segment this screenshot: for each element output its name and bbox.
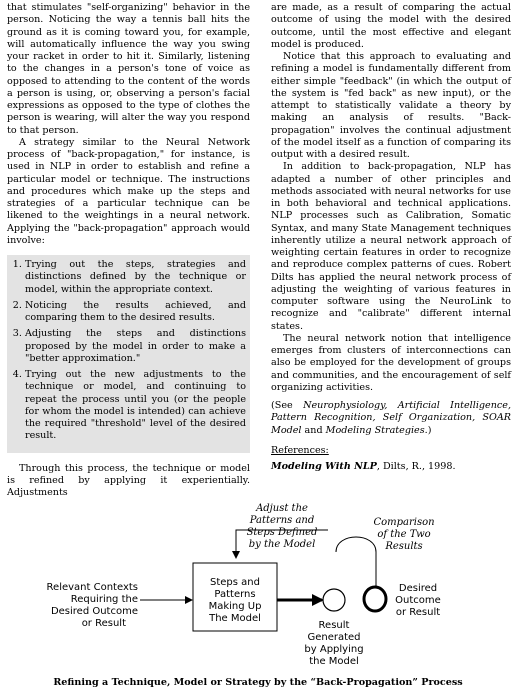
result-label-line-4: the Model [309,656,359,667]
contexts-label [47,582,138,629]
see-also-topics: Neurophysiology, Artificial Intelligence, Pattern Recognition, Self Organization, SOAR Model [271,400,511,436]
back-propagation-diagram [0,490,516,670]
left-paragraph-1: that stimulates "self-organizing" behavior in the person. Noticing the way a tennis ball hits the ground as it is coming toward you, for example, will automatically influence the way you swing your racket in order to hit it. Similarly, listening to the changes in a person's tone of voice as opposed to attending to the content of the words a person is using, or, observing a person's facial expressions as opposed to the type of clothes the person is wearing, will alter the way you respond to that person. [7,2,250,136]
right-paragraph-1: are made, as a result of comparing the actual outcome of using the model with the desired outcome, until the most effective and elegant model is produced. [271,2,511,50]
steps-box [7,255,250,453]
left-column [7,2,250,499]
left-paragraph-2: A strategy similar to the Neural Network process of "back-propagation," for instance, is used in NLP in order to establish and refine a particular model or technique. The instructions and procedures which make up the steps and strategies of a particular technique can be likened to the weightings in a neural network. Applying the "back-propagation" approach would involve: [7,136,250,246]
model-box-label [208,577,261,624]
see-also-suffix: .) [424,424,432,436]
reference-title: Modeling With NLP [271,461,377,472]
right-column [271,2,511,473]
references-label: References: [271,444,329,456]
comparison-label [373,517,434,552]
right-paragraph-3: In addition to back-propagation, NLP has adapted a number of other principles and methods associated with neural networks for use in both behavioral and technical applications. NLP processes such as Calibration, Somatic Syntax, and many State Management techniques inherently utilize a neural network approach of weighting certain features in order to recognize and reproduce complex patterns of cues. Robert Dilts has applied the neural network process of adjusting the weighting of various features in computer software using the NeuroLink to recognize and "calibrate" different internal states. [271,161,511,332]
desired-label-line-1: Desired [398,583,438,594]
contexts-label-line-2: Requiring the [70,594,138,605]
see-also-topic-last: Modeling Strategies [325,424,425,436]
figure-caption: Refining a Technique, Model or Strategy by the “Back-Propagation” Process [53,677,463,688]
right-paragraph-4: The neural network notion that intelligence emerges from clusters of interconnections can also be employed for the development of groups and communities, and the encouragement of self organizing activities. [271,332,511,393]
desired-label-line-3: or Result [395,607,441,618]
steps-list [11,259,246,443]
result-circle [323,589,345,611]
result-label [304,620,363,667]
adjust-label-line-1: Adjust the [256,503,308,514]
reference-details: , Dilts, R., 1998. [376,461,456,472]
contexts-label-line-4: or Result [81,618,126,629]
see-also-and: and [301,424,326,436]
comparison-arc-shape [336,537,376,588]
model-box-line-2: Patterns [214,589,256,600]
result-label-line-3: by Applying [304,644,364,655]
contexts-label-line-3: Desired Outcome [50,606,138,617]
contexts-label-line-1: Relevant Contexts [46,582,138,593]
comparison-label-line-2: of the Two [377,529,431,540]
left-paragraph-3: Through this process, the technique or model is refined by applying it experientially. Adjustments [7,462,250,498]
see-also-prefix: (See [271,400,304,411]
model-box-line-4: The Model [209,613,261,624]
adjust-label-line-4: by the Model [248,539,316,550]
step-item-1: 1. Trying out the steps, strategies and distinctions defined by the technique or model, within the appropriate context. [25,259,246,296]
step-item-2: 2. Noticing the results achieved, and comparing them to the desired results. [25,300,246,325]
see-also [271,400,511,437]
step-item-3: 3. Adjusting the steps and distinctions proposed by the model in order to make a "better approximation." [25,328,246,365]
result-label-line-2: Generated [307,632,361,643]
reference-entry [271,461,511,473]
desired-outcome-circle [364,587,386,611]
comparison-label-line-1: Comparison [373,517,435,528]
result-label-line-1: Result [318,620,350,631]
adjust-label-line-2: Patterns and [249,515,315,526]
step-item-4: 4. Trying out the new adjustments to the technique or model, and continuing to repeat the process until you (or the people for whom the model is intended) can achieve the required "threshold" level of the desired result. [25,369,246,443]
adjust-label [247,503,318,550]
desired-label [395,583,441,618]
model-box-line-1: Steps and [210,577,260,588]
desired-label-line-2: Outcome [395,595,441,606]
comparison-label-line-3: Results [385,541,423,552]
right-paragraph-2: Notice that this approach to evaluating and refining a model is fundamentally different from either simple "feedback" (in which the output of the system is "fed back" as new input), or the attempt to statistically validate a theory by making an analysis of results. "Back-propagation" involves the continual adjustment of the model itself as a function of comparing its output with a desired result. [271,51,511,160]
adjust-label-line-3: Steps Defined [246,527,318,538]
model-box-line-3: Making Up [208,601,262,612]
